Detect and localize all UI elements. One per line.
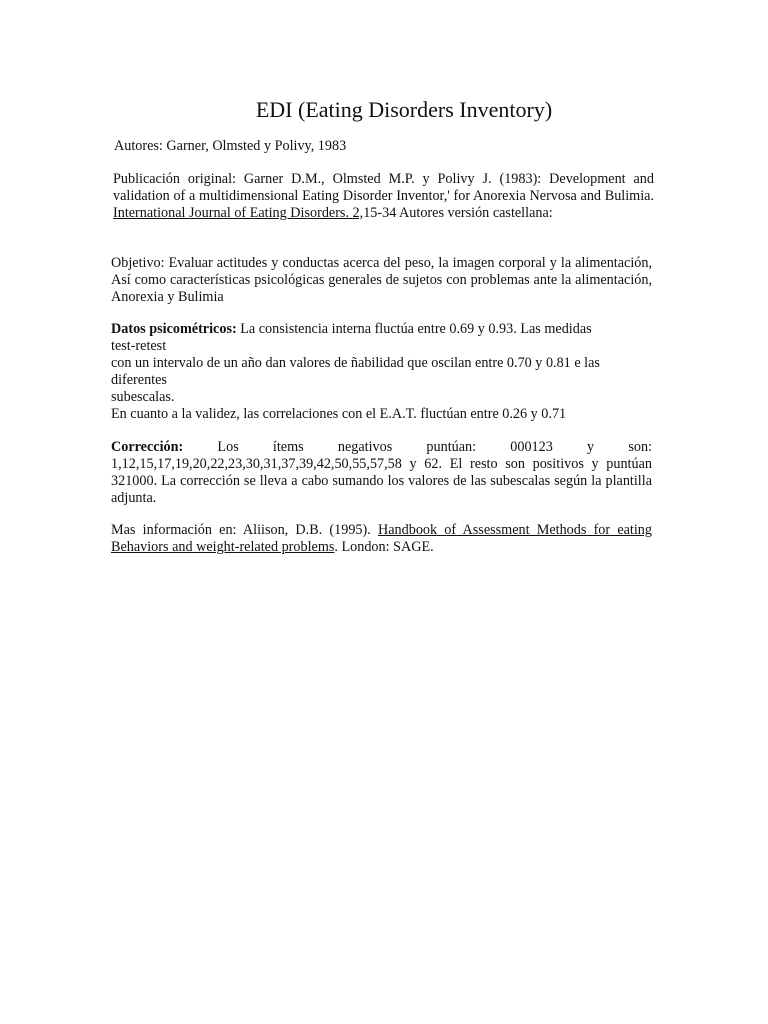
psychometrics-line-2: test-retest xyxy=(111,338,167,354)
handbook-link[interactable]: Handbook of Assessment Methods for eating Behaviors and weight-related problems xyxy=(111,522,652,555)
publication-pages: 15-34 Autores versión castellana: xyxy=(363,205,553,221)
authors-line: Autores: Garner, Olmsted y Polivy, 1983 xyxy=(114,138,347,154)
more-info-text: Mas información en: Aliison, D.B. (1995). xyxy=(111,522,378,538)
document-title: EDI (Eating Disorders Inventory) xyxy=(255,97,553,122)
correction-paragraph xyxy=(111,439,652,507)
psychometrics-label: Datos psicométricos: xyxy=(111,321,237,337)
psychometrics-line-6: En cuanto a la validez, las correlaciones con el E.A.T. fluctúan entre 0.26 y 0.71 xyxy=(111,406,567,422)
more-info-paragraph xyxy=(111,522,652,556)
psychometrics-line-4: diferentes xyxy=(111,372,167,388)
psychometrics-paragraph xyxy=(111,321,652,423)
psychometrics-line-5: subescalas. xyxy=(111,389,175,405)
more-info-publisher: . London: SAGE. xyxy=(334,539,434,555)
objective-paragraph: Objetivo: Evaluar actitudes y conductas acerca del peso, la imagen corporal y la alimentación, Así como características psicológicas generales de sujetos con problemas ante la alimentación, Anorexia y Bulimia xyxy=(111,255,652,305)
correction-text: Los ítems negativos puntúan: 000123 y son: 1,12,15,17,19,20,22,23,30,31,37,39,42,50,55,57,58 y 62. El resto son positivos y puntúan 321000. La corrección se lleva a cabo sumando los valores de las subescalas según la plantilla adjunta. xyxy=(111,439,652,506)
publication-text: Publicación original: Garner D.M., Olmsted M.P. y Polivy J. (1983): Development and validation of a multidimensional Eating Disorder Inventor,' for Anorexia Nervosa and Bulimia. xyxy=(113,171,654,204)
psychometrics-line-1: La consistencia interna fluctúa entre 0.69 y 0.93. Las medidas xyxy=(236,321,592,337)
journal-link[interactable]: International Journal of Eating Disorders. 2, xyxy=(113,205,364,221)
publication-paragraph xyxy=(113,171,654,222)
psychometrics-line-3: con un intervalo de un año dan valores de ñabilidad que oscilan entre 0.70 y 0.81 e las xyxy=(111,355,600,371)
correction-label: Corrección: xyxy=(111,439,184,455)
